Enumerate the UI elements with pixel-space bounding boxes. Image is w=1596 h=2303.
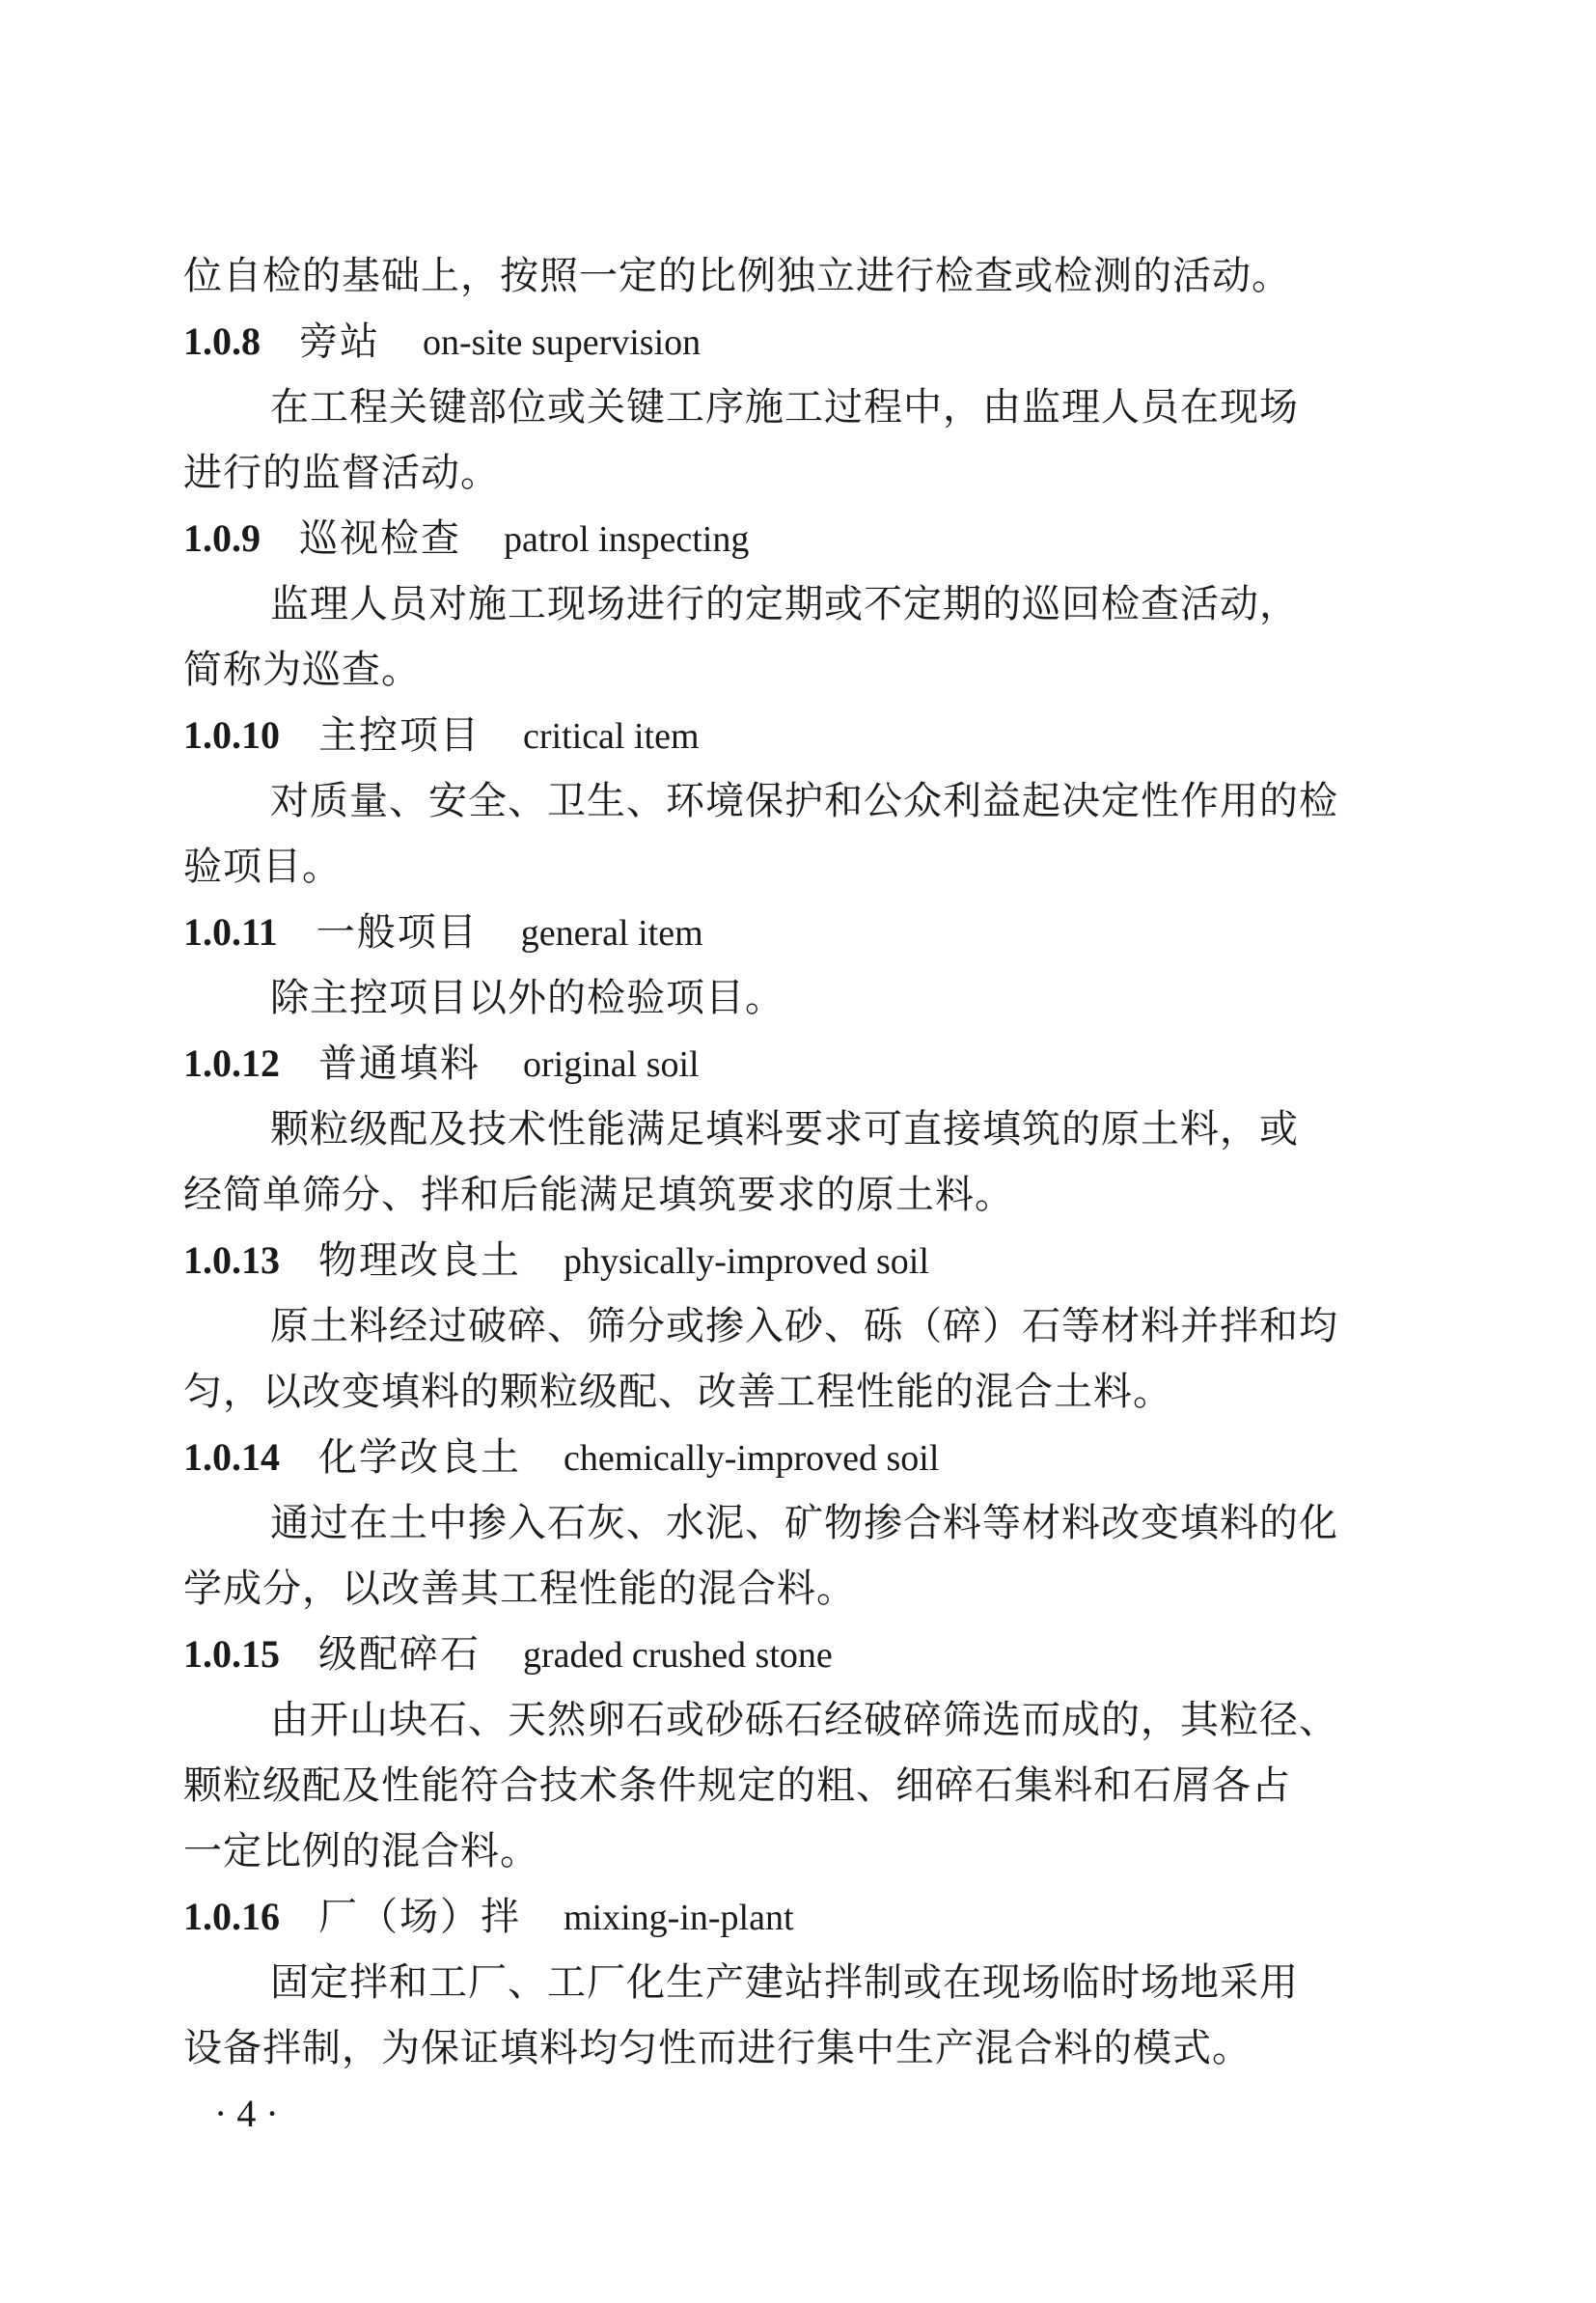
definition-line: 验项目。 <box>183 845 342 889</box>
term-heading <box>183 900 1390 965</box>
term-english: original soil <box>523 1044 700 1085</box>
definition-line: 经简单筛分、拌和后能满足填筑要求的原土料。 <box>183 1173 1014 1217</box>
term-heading <box>183 1228 1390 1293</box>
term-chinese: 普通填料 <box>318 1041 481 1086</box>
page-content <box>183 243 1390 2081</box>
definition-line: 监理人员对施工现场进行的定期或不定期的巡回检查活动， <box>270 582 1299 626</box>
term-heading <box>183 309 1390 375</box>
definition-line: 简称为巡查。 <box>183 648 421 692</box>
term-number: 1.0.9 <box>183 516 261 560</box>
term-number: 1.0.16 <box>183 1895 280 1938</box>
term-chinese: 旁站 <box>299 319 380 364</box>
definition-line: 除主控项目以外的检验项目。 <box>270 976 784 1020</box>
definition-line: 一定比例的混合料。 <box>183 1829 539 1873</box>
term-english: chemically-improved soil <box>564 1438 940 1479</box>
term-chinese: 厂（场）拌 <box>318 1895 521 1939</box>
definition-line: 在工程关键部位或关键工序施工过程中，由监理人员在现场 <box>270 385 1299 430</box>
term-chinese: 一般项目 <box>316 910 479 955</box>
term-english: general item <box>520 913 703 954</box>
lead-paragraph-line: 位自检的基础上，按照一定的比例独立进行检查或检测的活动。 <box>183 254 1291 298</box>
term-heading <box>183 1031 1390 1096</box>
term-number: 1.0.11 <box>183 910 278 954</box>
term-chinese: 主控项目 <box>318 713 481 758</box>
definition-line: 进行的监督活动。 <box>183 451 500 495</box>
term-english: patrol inspecting <box>504 519 750 560</box>
definition-line: 颗粒级配及性能符合技术条件规定的粗、细碎石集料和石屑各占 <box>183 1763 1291 1808</box>
term-number: 1.0.12 <box>183 1041 280 1085</box>
term-number: 1.0.10 <box>183 713 280 757</box>
term-chinese: 巡视检查 <box>299 516 461 561</box>
definition-line: 固定拌和工厂、工厂化生产建站拌制或在现场临时场地采用 <box>270 1960 1299 2005</box>
definition-line: 通过在土中掺入石灰、水泥、矿物掺合料等材料改变填料的化 <box>270 1501 1338 1545</box>
term-chinese: 化学改良土 <box>318 1435 521 1480</box>
term-heading <box>183 506 1390 571</box>
term-english: graded crushed stone <box>523 1635 833 1676</box>
term-heading <box>183 1425 1390 1490</box>
term-english: mixing-in-plant <box>564 1898 794 1938</box>
term-english: physically-improved soil <box>564 1241 929 1282</box>
term-chinese: 物理改良土 <box>318 1238 521 1283</box>
page-number: · 4 · <box>214 2092 279 2135</box>
definition-line: 学成分，以改善其工程性能的混合料。 <box>183 1567 856 1611</box>
term-heading <box>183 703 1390 768</box>
term-number: 1.0.15 <box>183 1632 280 1676</box>
term-heading <box>183 1884 1390 1950</box>
term-chinese: 级配碎石 <box>318 1632 481 1677</box>
definition-line: 匀，以改变填料的颗粒级配、改善工程性能的混合土料。 <box>183 1370 1172 1414</box>
definition-line: 原土料经过破碎、筛分或掺入砂、砾（碎）石等材料并拌和均 <box>270 1304 1338 1348</box>
term-heading <box>183 1622 1390 1687</box>
term-number: 1.0.13 <box>183 1238 280 1282</box>
definition-line: 颗粒级配及技术性能满足填料要求可直接填筑的原土料，或 <box>270 1107 1299 1152</box>
definition-line: 对质量、安全、卫生、环境保护和公众利益起决定性作用的检 <box>270 779 1338 823</box>
term-english: on-site supervision <box>423 322 702 363</box>
definition-line: 由开山块石、天然卵石或砂砾石经破碎筛选而成的，其粒径、 <box>270 1698 1338 1742</box>
definition-line: 设备拌制，为保证填料均匀性而进行集中生产混合料的模式。 <box>183 2026 1252 2070</box>
term-english: critical item <box>523 716 700 757</box>
term-number: 1.0.8 <box>183 319 261 363</box>
term-number: 1.0.14 <box>183 1435 280 1479</box>
